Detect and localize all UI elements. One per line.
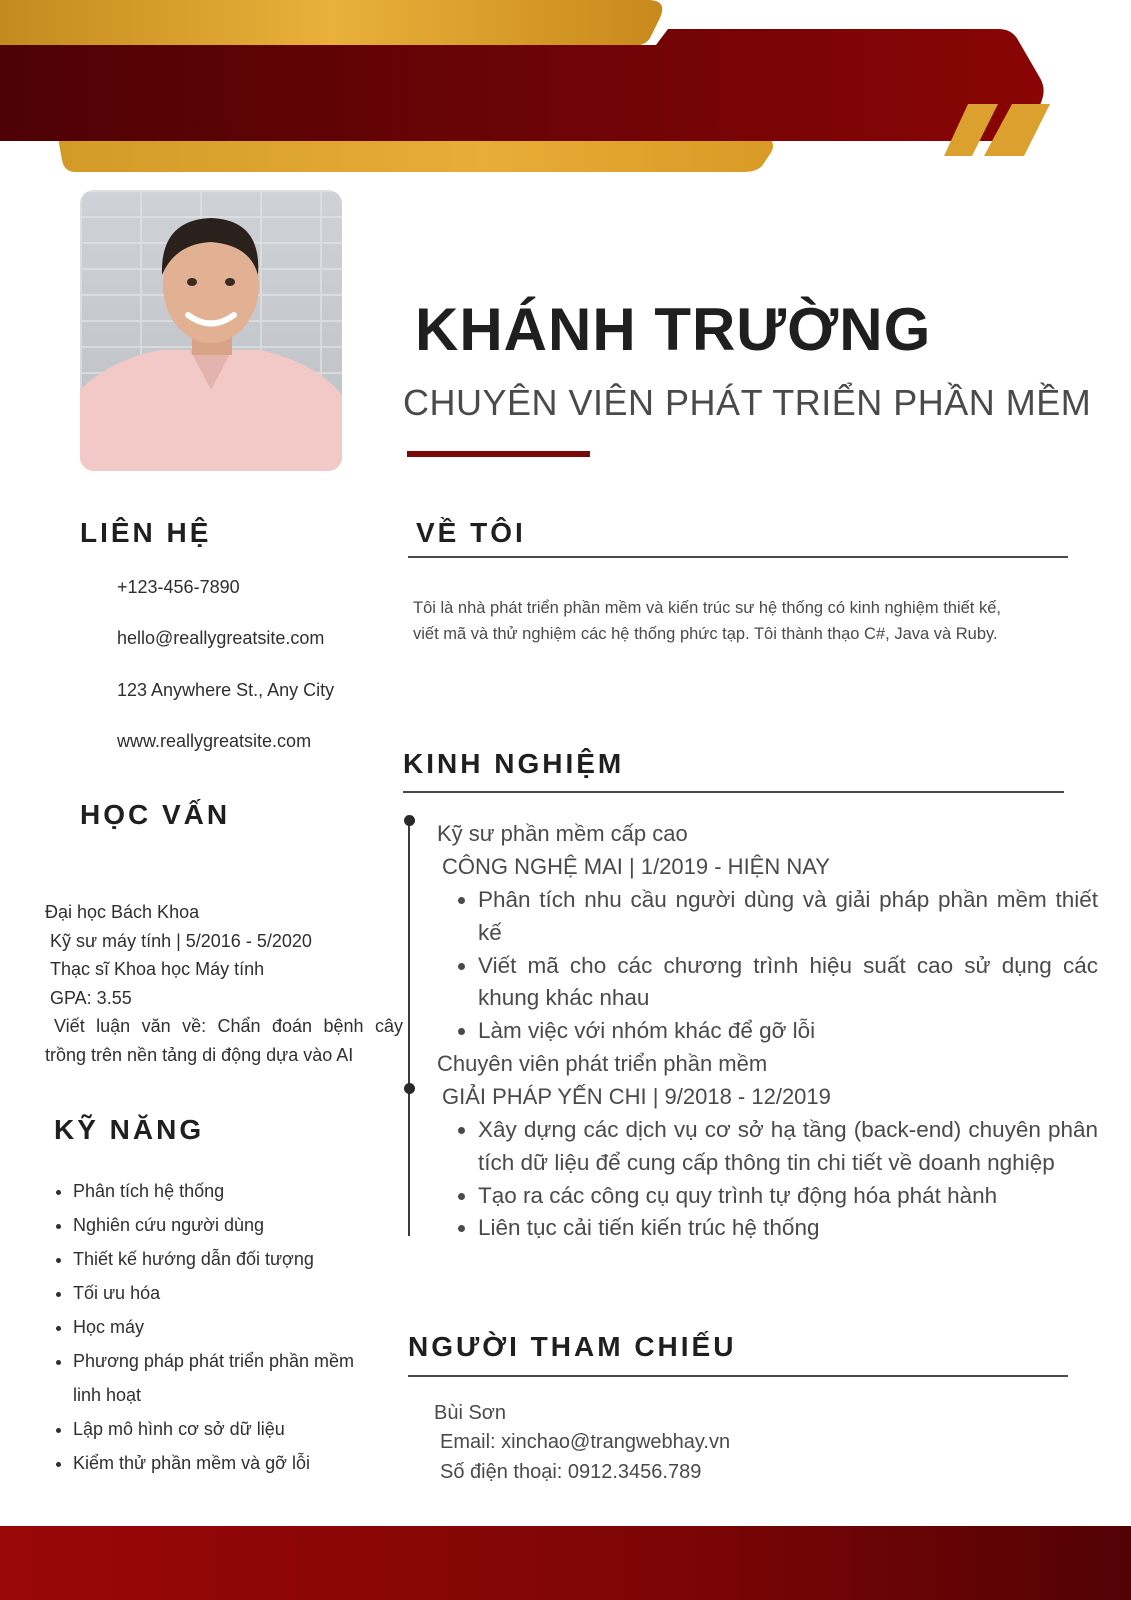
gold-bottom-stripe [58,138,773,172]
references-heading: NGƯỜI THAM CHIẾU [408,1331,737,1362]
experience-heading: KINH NGHIỆM [403,748,625,779]
reference-name: Bùi Sơn [434,1402,507,1424]
skills-heading: KỸ NĂNG [54,1114,205,1145]
name-underline [407,451,590,457]
contact-website[interactable]: www.reallygreatsite.com [117,731,312,751]
contact-phone: +123-456-7890 [117,577,240,597]
job-bullet: • Phân tích nhu cầu người dùng và giải pháp phần mềm thiết kế [478,884,1098,950]
education-school: Đại học Bách Khoa [45,902,200,922]
contact-address: 123 Anywhere St., Any City [117,680,335,700]
timeline-dot [404,815,415,826]
education-gpa: GPA: 3.55 [50,987,132,1008]
footer-band [0,1526,1131,1600]
experience-rule [403,791,1064,793]
education-heading: HỌC VẤN [80,799,231,830]
job-bullet: • Liên tục cải tiến kiến trúc hệ thống [478,1212,1098,1245]
skill-item: • Thiết kế hướng dẫn đối tượng [73,1242,373,1276]
skill-item: • Phương pháp phát triển phần mềm linh hoạt [73,1344,373,1412]
candidate-name: KHÁNH TRƯỜNG [415,296,932,363]
job-bullet: • Làm việc với nhóm khác để gỡ lỗi [478,1015,1098,1048]
timeline-line [408,818,410,1236]
about-text: Tôi là nhà phát triển phần mềm và kiến trúc sư hệ thống có kinh nghiệm thiết kế, viết mã và thử nghiệm các hệ thống phức tạp. Tôi thành thạo C#, Java và Ruby. [413,599,1001,643]
job-company: CÔNG NGHỆ MAI | 1/2019 - HIỆN NAY [442,854,830,879]
education-thesis: Viết luận văn về: Chẩn đoán bệnh cây trồng trên nền tảng di động dựa vào AI [45,1016,403,1065]
job-bullets [450,1114,1098,1245]
timeline-dot [404,1083,415,1094]
portrait-illustration [80,190,342,471]
contact-email[interactable]: hello@reallygreatsite.com [117,628,325,648]
job-bullet: • Xây dựng các dịch vụ cơ sở hạ tầng (back-end) chuyên phân tích dữ liệu để cung cấp thông tin chi tiết về doanh nghiệp [478,1114,1098,1180]
reference-email[interactable]: Email: xinchao@trangwebhay.vn [440,1431,731,1453]
education-masters: Thạc sĩ Khoa học Máy tính [50,959,265,979]
header-banner [0,0,1131,180]
job-title: Kỹ sư phần mềm cấp cao [437,821,688,846]
references-rule [408,1375,1068,1377]
gold-top-stripe [0,0,662,46]
skill-item: • Lập mô hình cơ sở dữ liệu [73,1412,373,1446]
job-bullet: • Viết mã cho các chương trình hiệu suất cao sử dụng các khung khác nhau [478,950,1098,1016]
skill-item: • Học máy [73,1310,373,1344]
job-bullets [450,884,1098,1048]
skill-item: • Tối ưu hóa [73,1276,373,1310]
job-title: Chuyên viên phát triển phần mềm [437,1051,768,1076]
job-title-header: CHUYÊN VIÊN PHÁT TRIỂN PHẦN MỀM [403,382,1092,423]
about-heading: VỀ TÔI [416,517,526,548]
skill-item: • Nghiên cứu người dùng [73,1208,373,1242]
skill-item: • Kiểm thử phần mềm và gỡ lỗi [73,1446,373,1480]
reference-phone: Số điện thoại: 0912.3456.789 [440,1461,702,1483]
profile-photo [80,190,342,471]
contact-heading: LIÊN HỆ [80,517,212,548]
education-block [45,898,403,1069]
job-company: GIẢI PHÁP YẾN CHI | 9/2018 - 12/2019 [442,1084,831,1109]
about-rule [408,556,1068,558]
skills-list [48,1174,373,1480]
skill-item: • Phân tích hệ thống [73,1174,373,1208]
education-degree: Kỹ sư máy tính | 5/2016 - 5/2020 [50,930,312,951]
maroon-band [0,29,1044,141]
job-bullet: • Tạo ra các công cụ quy trình tự động hóa phát hành [478,1180,1098,1213]
